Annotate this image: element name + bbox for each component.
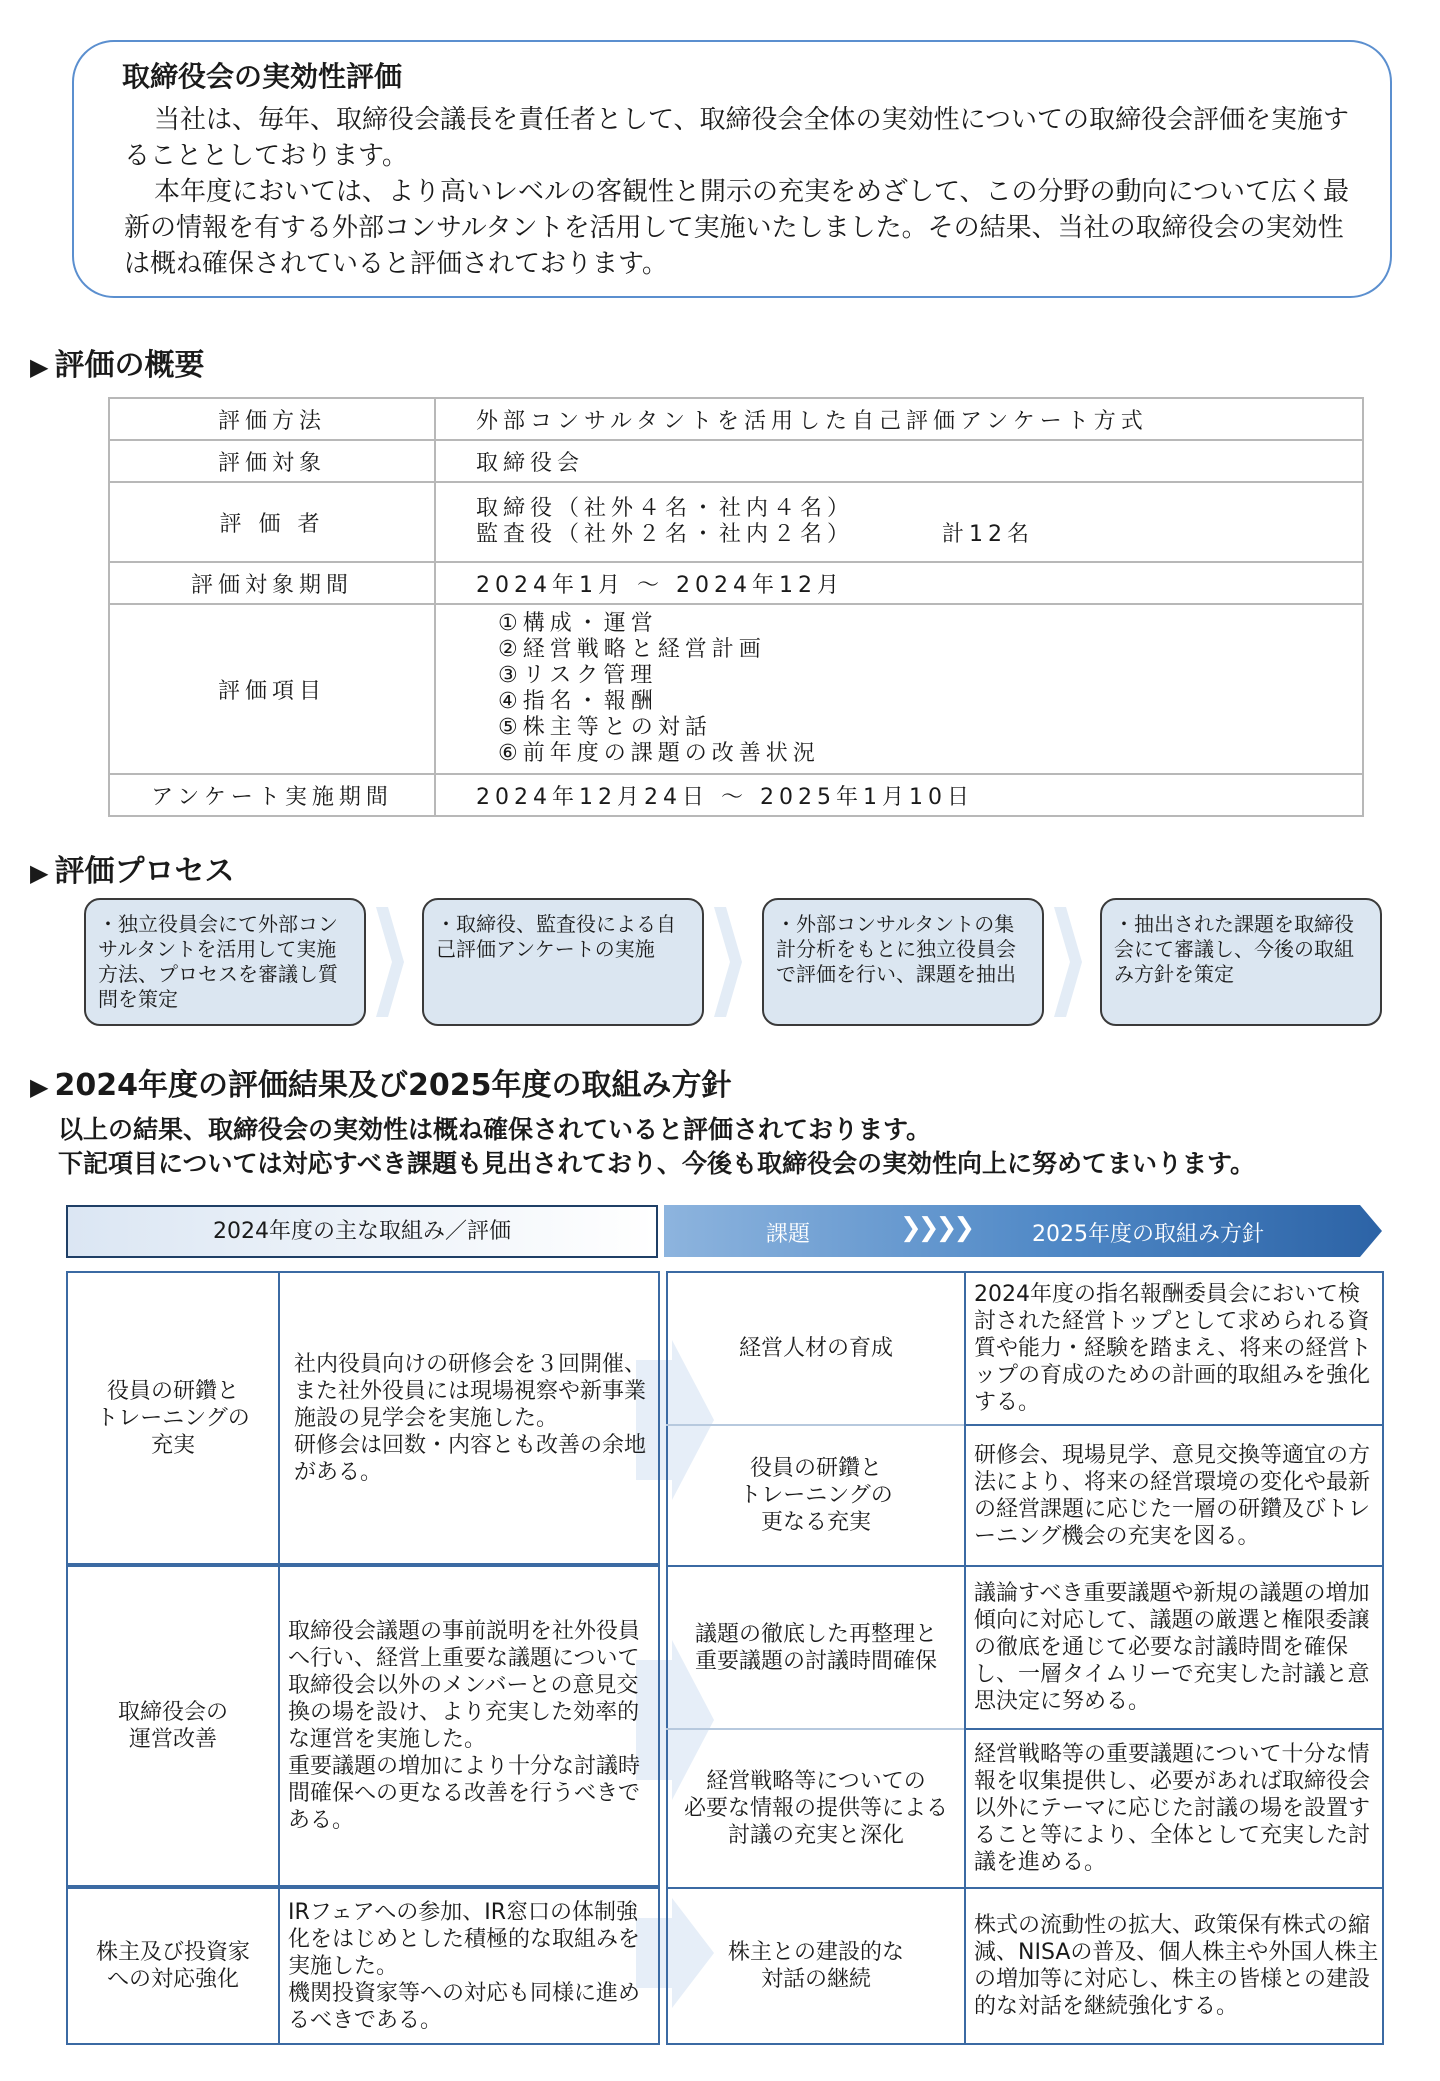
triangle-icon: ▶ xyxy=(30,353,49,381)
table-row xyxy=(109,774,1363,816)
row-label: 評価対象 xyxy=(109,440,435,482)
theme-cell: 役員の研鑽と トレーニングの 充実 xyxy=(96,1378,250,1458)
issue-cell: 経営戦略等についての 必要な情報の提供等による 討議の充実と深化 xyxy=(683,1769,948,1848)
process-step-2: ・取締役、監査役による自己評価アンケートの実施 xyxy=(422,898,704,1026)
overview-table xyxy=(108,397,1364,817)
row-label: 評価対象期間 xyxy=(109,562,435,604)
table-row xyxy=(109,562,1363,604)
eval-item: ③リスク管理 xyxy=(498,663,658,688)
table-row xyxy=(109,440,1363,482)
issue-cell: 役員の研鑽と トレーニングの 更なる充実 xyxy=(739,1456,893,1535)
issue-cell: 株主との建設的な 対話の継続 xyxy=(727,1940,904,1992)
process-arrow-icon xyxy=(1052,907,1084,1017)
results-summary xyxy=(58,1113,1255,1181)
issue-cell: 議題の徹底した再整理と 重要議題の討議時間確保 xyxy=(694,1621,937,1674)
policy-cell: 株式の流動性の拡大、政策保有株式の縮減、NISAの普及、個人株主や外国人株主の増加等に対応し、株主の皆様との建設的な対話を継続強化する。 xyxy=(974,1913,1379,2019)
policy-cell: 経営戦略等の重要議題について十分な情報を収集提供し、必要があれば取締役会以外にテーマに応じた討議の場を設置すること等により、全体として充実した討議を進める。 xyxy=(974,1742,1371,1875)
row-value xyxy=(435,604,1363,774)
intro-body xyxy=(124,102,1354,282)
table-row xyxy=(109,482,1363,562)
intro-paragraph-1: 当社は、毎年、取締役会議長を責任者として、取締役会全体の実効性についての取締役会評価を実施することとしております。 xyxy=(124,105,1349,171)
row-value: 2024年12月24日 ～ 2025年1月10日 xyxy=(435,774,1363,816)
header-policy-label: 2025年度の取組み方針 xyxy=(1032,1222,1264,1247)
row-label: 評 価 者 xyxy=(109,482,435,562)
eval-item: ①構成・運営 xyxy=(498,611,658,636)
table-row xyxy=(109,604,1363,774)
row-value: 2024年1月 ～ 2024年12月 xyxy=(435,562,1363,604)
eval-item: ⑤株主等との対話 xyxy=(498,715,712,740)
theme-cell: 取締役会の 運営改善 xyxy=(117,1700,228,1752)
evaluation-cell: 取締役会議題の事前説明を社外役員へ行い、経営上重要な議題について取締役会以外のメンバーとの意見交換の場を設け、より充実した効率的な運営を実施した。 重要議題の増加により十分な討議時間確保への更なる改善を行うべきである。 xyxy=(288,1619,641,1833)
eval-item: ②経営戦略と経営計画 xyxy=(498,637,766,662)
process-step-3: ・外部コンサルタントの集計分析をもとに独立役員会で評価を行い、課題を抽出 xyxy=(762,898,1044,1026)
process-step-1: ・独立役員会にて外部コンサルタントを活用して実施方法、プロセスを審議し質問を策定 xyxy=(84,898,366,1026)
chevron-right-icon: ❯❯❯❯ xyxy=(900,1213,972,1243)
header-issues-policy xyxy=(664,1205,1384,1258)
evaluator-auditors: 監査役（社外２名・社内２名） xyxy=(476,522,855,547)
issue-cell: 経営人材の育成 xyxy=(738,1336,893,1361)
row-value: 外部コンサルタントを活用した自己評価アンケート方式 xyxy=(435,398,1363,440)
header-issue-label: 課題 xyxy=(766,1222,811,1247)
eval-item: ⑥前年度の課題の改善状況 xyxy=(498,741,820,766)
intro-title: 取締役会の実効性評価 xyxy=(122,60,403,93)
row-label: 評価項目 xyxy=(109,604,435,774)
row-value: 取締役会 xyxy=(435,440,1363,482)
header-2024-evaluation: 2024年度の主な取組み／評価 xyxy=(66,1205,658,1258)
table-row xyxy=(109,398,1363,440)
process-step-4: ・抽出された課題を取締役会にて審議し、今後の取組み方針を策定 xyxy=(1100,898,1382,1026)
policy-cell: 2024年度の指名報酬委員会において検討された経営トップとして求められる資質や能力・経験を踏まえ、将来の経営トップの育成のための計画的取組みを強化する。 xyxy=(974,1282,1372,1415)
summary-line-1: 以上の結果、取締役会の実効性は概ね確保されていると評価されております。 xyxy=(58,1115,932,1144)
policy-cell: 議論すべき重要議題や新規の議題の増加傾向に対応して、議題の厳選と権限委譲の徹底を通じて必要な討議時間を確保し、一層タイムリーで充実した討議と意思決定に努める。 xyxy=(974,1581,1370,1714)
process-arrow-icon xyxy=(374,907,406,1017)
eval-item: ④指名・報酬 xyxy=(498,689,658,714)
results-heading: ▶ 2024年度の評価結果及び2025年度の取組み方針 xyxy=(30,1068,732,1103)
process-heading: ▶ 評価プロセス xyxy=(30,854,235,889)
summary-line-2: 下記項目については対応すべき課題も見出されており、今後も取締役会の実効性向上に努めてまいります。 xyxy=(58,1149,1256,1178)
evaluator-directors: 取締役（社外４名・社内４名） xyxy=(476,496,855,521)
evaluation-cell: IRフェアへの参加、IR窓口の体制強化をはじめとした積極的な取組みを実施した。 機関投資家等への対応も同様に進めるべきである。 xyxy=(288,1899,641,2033)
theme-cell: 株主及び投資家 への対応強化 xyxy=(95,1940,250,1992)
evaluator-total: 計12名 xyxy=(942,522,1035,547)
row-label: 評価方法 xyxy=(109,398,435,440)
triangle-icon: ▶ xyxy=(30,1073,49,1101)
intro-paragraph-2: 本年度においては、より高いレベルの客観性と開示の充実をめざして、この分野の動向について広く最新の情報を有する外部コンサルタントを活用して実施いたしました。その結果、当社の取締役会の実効性は概ね確保されていると評価されております。 xyxy=(124,177,1349,279)
policy-cell: 研修会、現場見学、意見交換等適宜の方法により、将来の経営環境の変化や最新の経営課題に応じた一層の研鑽及びトレーニング機会の充実を図る。 xyxy=(974,1442,1371,1549)
triangle-icon: ▶ xyxy=(30,859,49,887)
process-arrow-icon xyxy=(712,907,744,1017)
evaluation-cell: 社内役員向けの研修会を３回開催、また社外役員には現場視察や新事業施設の見学会を実施した。 研修会は回数・内容とも改善の余地がある。 xyxy=(294,1351,647,1485)
row-value xyxy=(435,482,1363,562)
overview-heading: ▶ 評価の概要 xyxy=(30,348,205,383)
row-label: アンケート実施期間 xyxy=(109,774,435,816)
